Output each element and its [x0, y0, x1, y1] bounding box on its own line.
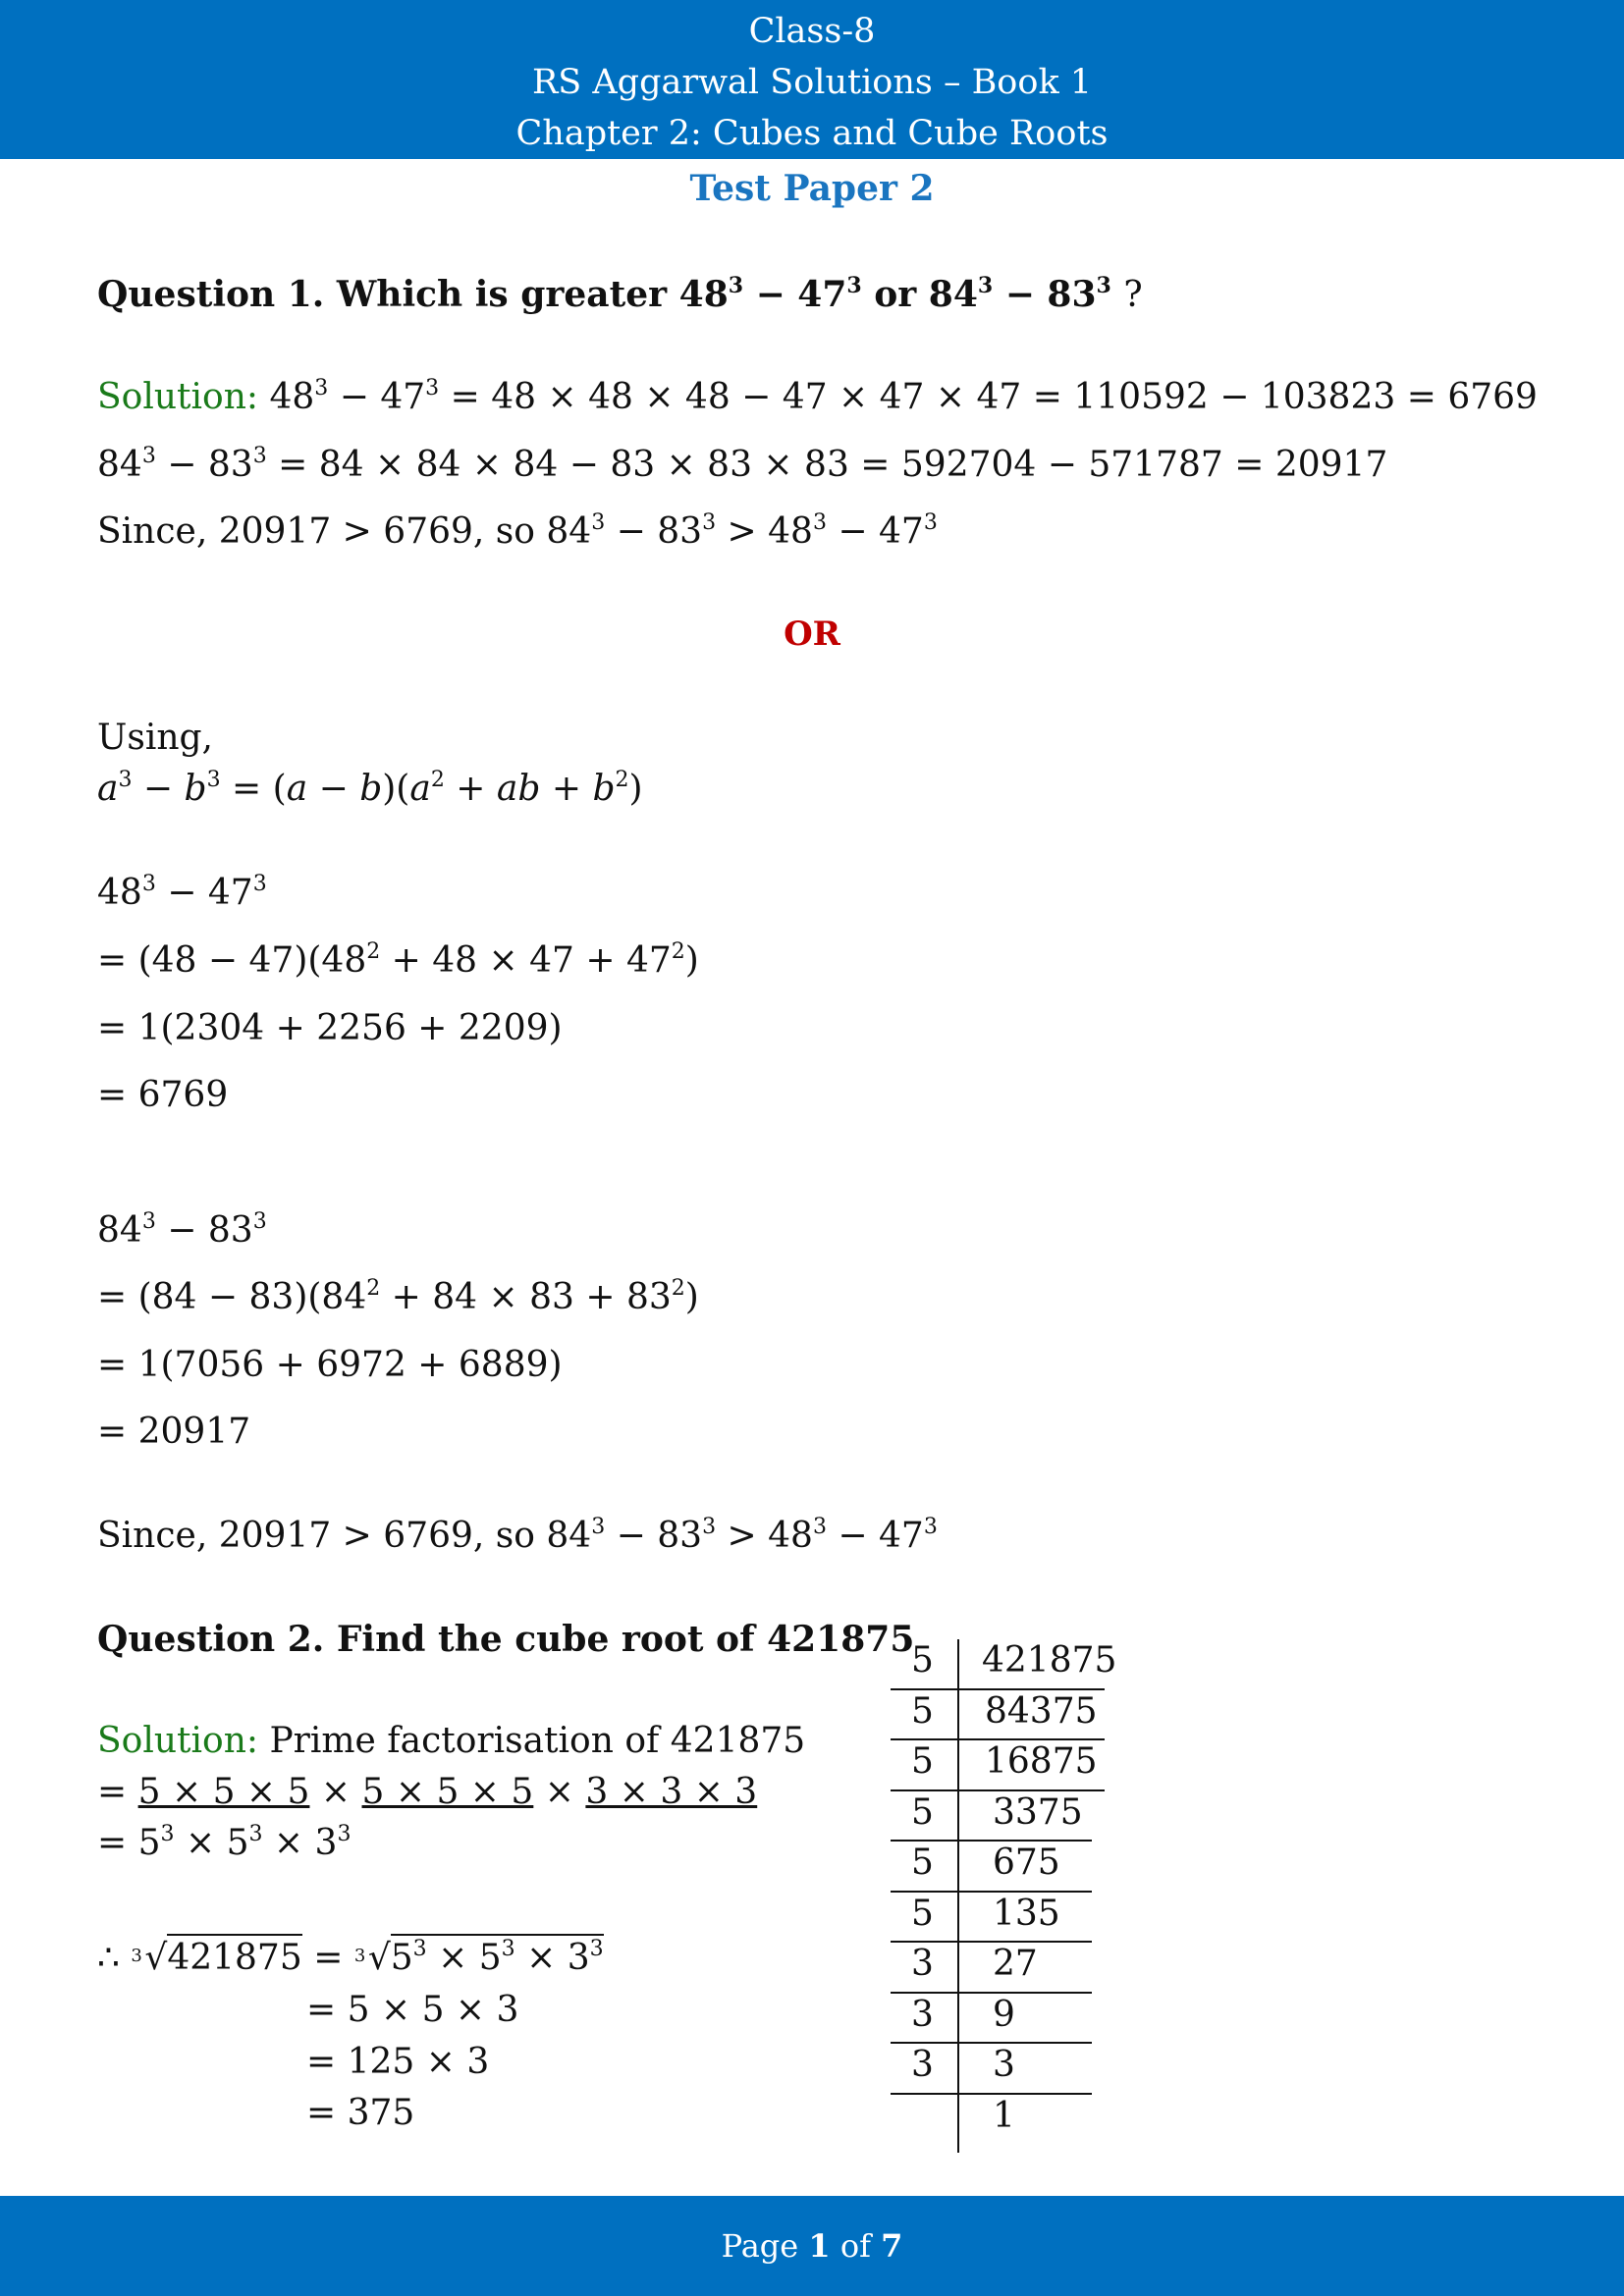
expand-part: + 48 × 47 + 47 — [380, 940, 672, 981]
factor-value: 3 — [993, 2045, 1015, 2085]
question-2: Question 2. Find the cube root of 421875 — [97, 1619, 915, 1660]
exp: 3 — [923, 510, 938, 535]
page-footer — [0, 2196, 1624, 2296]
base: 47 — [207, 873, 253, 913]
group-5: 5 × 5 × 5 — [361, 1772, 534, 1812]
q1-suffix: ? — [1123, 275, 1143, 315]
solution-2-step-1: = 5 × 5 × 3 — [306, 1990, 519, 2030]
base: 83 — [657, 1516, 703, 1556]
base: 47 — [879, 1516, 924, 1556]
base: 84 — [97, 445, 142, 485]
question-1-text: Question 1. Which is greater — [97, 274, 679, 315]
exp: 3 — [812, 510, 827, 535]
page-header — [0, 0, 1624, 159]
footer-page-word: Page — [721, 2227, 799, 2265]
expand-84: = $(84 - 83)(84^2 + 84 \times 83 + 83^2)$ — [97, 1276, 699, 1317]
identity-formula: $a^3 - b^3 = (a - b)(a^2$ + ab + $b^2$) — [97, 768, 643, 809]
factor-value: 84375 — [985, 1690, 1098, 1732]
q1-joiner: or — [861, 274, 929, 315]
expr-84: $84^3 - 83^3$ — [97, 1209, 267, 1251]
factor-divisor: 3 — [911, 2045, 934, 2085]
solution-2-grouping: = 5 × 5 × 5 × 5 × 5 × 5 × 3 × 3 × 3 — [97, 1772, 758, 1812]
using-label: Using, — [97, 718, 214, 758]
exp: 3 — [141, 872, 156, 896]
q1-base-c: 84 — [928, 274, 978, 315]
q1-exp: 3 — [1096, 273, 1111, 298]
expr-48: $48^3 - 47^3$ — [97, 872, 267, 913]
solution-2-step-3: = 375 — [306, 2093, 415, 2133]
prime-factor-table — [879, 1637, 1117, 2158]
expand-part: + 84 × 83 + 83 — [380, 1277, 672, 1317]
exp: 3 — [591, 1515, 606, 1539]
exp: 3 — [591, 510, 606, 535]
factor-value: 27 — [993, 1944, 1038, 1984]
exp: 3 — [812, 1515, 827, 1539]
base: 48 — [768, 1516, 813, 1556]
base: 84 — [97, 1210, 142, 1251]
footer-page-total: 7 — [881, 2227, 903, 2265]
base: 84 — [546, 1516, 592, 1556]
exp: 3 — [923, 1515, 938, 1539]
solution-1-calc-2: = 84 × 84 × 84 − 83 × 83 × 83 = 592704 − 571787 = 20917 — [266, 445, 1388, 485]
q1-exp: 3 — [728, 273, 744, 298]
since-text: Since, 20917 > 6769, so — [97, 1516, 547, 1556]
q1-base-b: 47 — [797, 274, 847, 315]
factor-value: 1 — [993, 2095, 1015, 2136]
solution-2-intro: Prime factorisation of 421875 — [258, 1721, 806, 1761]
factor-value: 675 — [993, 1842, 1060, 1883]
sum-84: = 1(7056 + 6972 + 6889) — [97, 1345, 563, 1385]
solution-2-powers: = $5^3 \times 5^3 \times 3^3$ — [97, 1822, 352, 1863]
factor-value: 9 — [993, 1994, 1015, 2035]
solution-2-line-1 — [97, 1720, 805, 1763]
exp: 3 — [702, 510, 717, 535]
expand-part: = (84 − 83)(84 — [97, 1277, 367, 1317]
question-1: Question 1. Which is greater $48^3 - 47^3$ or $84^3 - 83^3$ ? — [97, 273, 1143, 315]
solution-1-line-2: $84^3 - 83^3 = 84 \times 84 \times 84 - 83 \times 83 \times 83 = 592704 - 571787 = 20917$ — [97, 444, 1388, 485]
exp: 3 — [252, 872, 267, 896]
table-rule — [891, 2093, 1092, 2095]
expand-part: = (48 − 47)(48 — [97, 940, 367, 981]
factor-value: 3375 — [993, 1791, 1083, 1833]
header-class: Class-8 — [748, 12, 876, 51]
result-84: = 20917 — [97, 1412, 251, 1452]
exp: 3 — [702, 1515, 717, 1539]
exp: 3 — [425, 376, 440, 400]
base: 48 — [269, 377, 315, 417]
base: 48 — [768, 511, 813, 552]
base: 83 — [657, 511, 703, 552]
exp: 3 — [252, 1209, 267, 1234]
expand-48: = $(48 - 47)(48^2 + 48 \times 47 + 47^2)$ — [97, 939, 699, 981]
factor-divisor: 5 — [911, 1690, 934, 1732]
solution-2-cube-root: ∴ 3 √421875 = 3 $√5^3 \times 5^3 \times 3^3$ — [97, 1937, 604, 1980]
q1-base-d: 83 — [1047, 274, 1097, 315]
base: 47 — [879, 511, 924, 552]
test-paper-title: Test Paper 2 — [689, 168, 935, 209]
radicand: 421875 — [167, 1934, 301, 1978]
factor-value: 135 — [993, 1893, 1060, 1934]
solution-1-line-1: Solution: $48^3 - 47^3 = 48 \times 48 \times 48 - 47 \times 47 \times 47 = 110592 - 103823 = 6769$ — [97, 376, 1538, 417]
sum-48: = 1(2304 + 2256 + 2209) — [97, 1008, 563, 1048]
factor-divisor: 5 — [911, 1791, 934, 1833]
footer-page-number: 1 — [808, 2227, 831, 2265]
exp: 3 — [252, 444, 267, 468]
base: 83 — [207, 1210, 253, 1251]
or-divider: OR — [784, 614, 840, 654]
factor-divisor: 5 — [911, 1741, 934, 1782]
solution-2-step-2: = 125 × 3 — [306, 2042, 490, 2082]
base: 47 — [380, 377, 426, 417]
factor-divisor: 3 — [911, 1994, 934, 2035]
therefore-symbol: ∴ — [97, 1938, 132, 1978]
header-book: RS Aggarwal Solutions – Book 1 — [531, 63, 1093, 102]
q1-base-a: 48 — [678, 274, 729, 315]
exp: 3 — [206, 768, 221, 792]
q1-exp: 3 — [977, 273, 994, 298]
factor-divisor: 5 — [911, 1640, 934, 1681]
exp: 3 — [118, 768, 133, 792]
factor-value: 16875 — [985, 1741, 1098, 1782]
group-5: 5 × 5 × 5 — [137, 1772, 310, 1812]
base: 48 — [97, 873, 142, 913]
table-divider — [957, 1639, 959, 2153]
solution-label: Solution: — [97, 377, 259, 417]
since-text: Since, 20917 > 6769, so — [97, 511, 547, 552]
solution-1-calc-1: = 48 × 48 × 48 − 47 × 47 × 47 = 110592 − 103823 = 6769 — [439, 377, 1538, 417]
exp: 3 — [314, 376, 329, 400]
solution-1-since-1: Since, 20917 > 6769, so $84^3 - 83^3 > 48^3 - 47^3$ — [97, 510, 938, 552]
factor-divisor: 5 — [911, 1893, 934, 1934]
group-3: 3 × 3 × 3 — [585, 1772, 758, 1812]
solution-label: Solution: — [97, 1721, 259, 1761]
q1-exp: 3 — [846, 273, 862, 298]
solution-1-since-2: Since, 20917 > 6769, so $84^3 - 83^3 > 48^3 - 47^3$ — [97, 1515, 938, 1556]
factor-divisor: 5 — [911, 1842, 934, 1883]
factor-divisor: 3 — [911, 1944, 934, 1984]
exp: 3 — [141, 1209, 156, 1234]
base: 84 — [546, 511, 592, 552]
result-48: = 6769 — [97, 1075, 229, 1115]
header-chapter: Chapter 2: Cubes and Cube Roots — [515, 114, 1109, 153]
exp: 3 — [141, 444, 156, 468]
base: 83 — [207, 445, 253, 485]
factor-value: 421875 — [982, 1640, 1117, 1681]
footer-of-word: of — [839, 2227, 871, 2265]
